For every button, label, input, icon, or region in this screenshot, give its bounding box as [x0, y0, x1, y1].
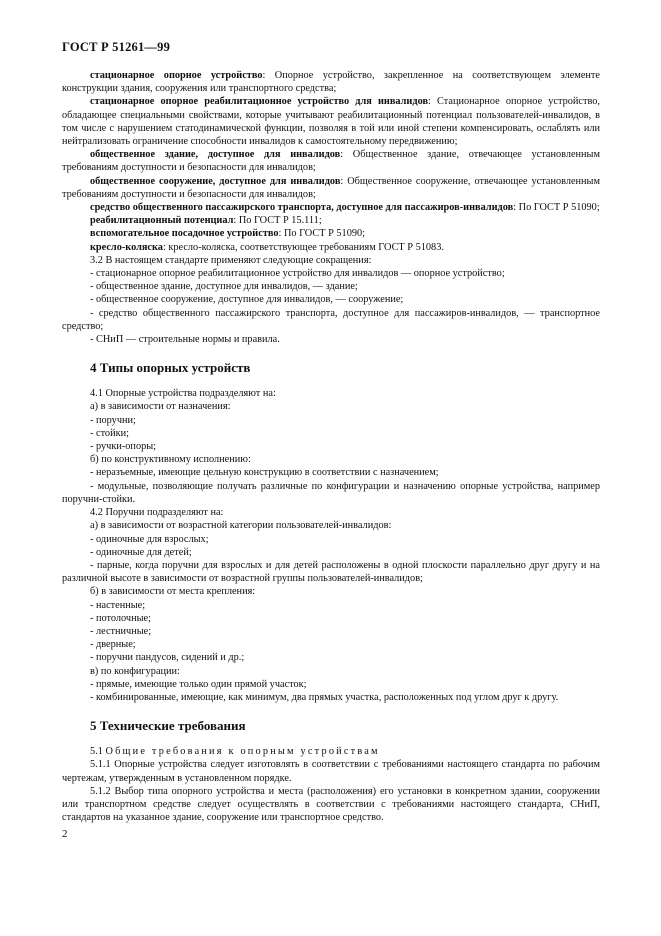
paragraph: 4.1 Опорные устройства подразделяют на: [90, 388, 276, 400]
list-item: а) в зависимости от назначения: [90, 401, 231, 413]
paragraph: 3.2 В настоящем стандарте применяют следующие сокращения: [90, 254, 372, 266]
list-item: - дверные; [90, 639, 136, 651]
list-item: - ручки-опоры; [90, 441, 157, 453]
list-item: - поручни пандусов, сидений и др.; [90, 652, 245, 664]
term: общественное сооружение, доступное для инвалидов [90, 175, 341, 187]
term-definition: : По ГОСТ Р 51090; [513, 202, 600, 214]
definition-rehab-potential [62, 214, 600, 227]
term-definition: : кресло-коляска, соответствующее требованиям ГОСТ Р 51083. [162, 241, 444, 253]
list-item: - одиночные для взрослых; [90, 533, 209, 545]
list-item: - одиночные для детей; [90, 546, 192, 558]
section-4-heading: 4 Типы опорных устройств [90, 360, 251, 376]
list-item: - прямые, имеющие только один прямой участок; [90, 678, 307, 690]
subsection-title: Общие требования к опорным устройствам [105, 746, 380, 758]
section-5-heading: 5 Технические требования [90, 718, 246, 734]
term-definition: : Стационарное опорное устройство, обладающее специальными свойствами, которые учитывают реабилитационный потенциал пользователей-инвалидов, в том числе с нарушением статодинамической функции, позволяя в той или иной степени компенсировать, ослаблять или нейтрализовать ограничение способности инвалидов к самостоятельному передвижению; [62, 96, 600, 148]
list-item: - модульные, позволяющие получать различные по конфигурации и назначению опорные устройства, например поручни-стойки. [62, 480, 600, 505]
term-definition: : По ГОСТ Р 15.111; [233, 215, 322, 227]
list-item: - СНиП — строительные нормы и правила. [90, 334, 280, 346]
list-item: - стационарное опорное реабилитационное устройство для инвалидов — опорное устройство; [90, 268, 505, 280]
list-item: - комбинированные, имеющие, как минимум, два прямых участка, расположенных под углом друг к другу. [90, 691, 559, 703]
list-item: - общественное здание, доступное для инвалидов, — здание; [90, 281, 358, 293]
list-item: а) в зависимости от возрастной категории пользователей-инвалидов: [90, 520, 392, 532]
definition-public-structure [62, 175, 600, 201]
term-definition: : По ГОСТ Р 51090; [278, 228, 366, 240]
term: реабилитационный потенциал [90, 215, 234, 227]
term: средство общественного пассажирского транспорта, доступное для пассажиров-инвалидов [90, 202, 514, 214]
list-item: - настенные; [90, 599, 146, 611]
list-item: - потолочные; [90, 612, 151, 624]
list-item: - лестничные; [90, 625, 152, 637]
list-item: в) по конфигурации: [90, 665, 180, 677]
term: вспомогательное посадочное устройство [90, 228, 279, 240]
definition-boarding-device [62, 227, 600, 240]
list-item: - стойки; [90, 427, 129, 439]
list-item: - общественное сооружение, доступное для инвалидов, — сооружение; [90, 294, 404, 306]
term-definition: : Опорное устройство, закрепленное на соответствующем элементе конструкции здания, сооружения или транспортного средства; [62, 70, 600, 95]
term: общественное здание, доступное для инвалидов [90, 149, 341, 161]
definition-wheelchair [62, 241, 600, 254]
definition-public-building [62, 148, 600, 174]
definition-rehab-support [62, 95, 600, 148]
document-header: ГОСТ Р 51261—99 [62, 40, 171, 54]
term: кресло-коляска [90, 241, 163, 253]
list-item: б) по конструктивному исполнению: [90, 454, 251, 466]
list-item: - неразъемные, имеющие цельную конструкцию в соответствии с назначением; [90, 467, 439, 479]
paragraph: 5.1.1 Опорные устройства следует изготовлять в соответствии с требованиями настоящего стандарта по рабочим чертежам, утвержденным в установленном порядке. [62, 759, 600, 784]
term-definition: : Общественное здание, отвечающее установленным требованиям доступности и безопасности для инвалидов; [62, 149, 600, 174]
paragraph: 4.2 Поручни подразделяют на: [90, 507, 224, 519]
list-item: - поручни; [90, 414, 136, 426]
term: стационарное опорное реабилитационное устройство для инвалидов [90, 96, 429, 108]
paragraph: 5.1.2 Выбор типа опорного устройства и места (расположения) его установки в конкретном здании, сооружении или транспортном средстве следует осуществлять в соответствии с требованиями настоящего стандарта, СНиП, стандартов на указанное здание, сооружение или транспортное средство. [62, 785, 600, 824]
page-number: 2 [62, 828, 68, 840]
term: стационарное опорное устройство [90, 70, 263, 81]
definition-public-transport [62, 201, 600, 214]
definition-stationary-support [62, 69, 600, 95]
subsection-number: 5.1 [90, 746, 106, 758]
list-item: - средство общественного пассажирского транспорта, доступное для пассажиров-инвалидов, — транспортное средство; [62, 307, 600, 332]
subsection-5-1-title [62, 745, 600, 758]
term-definition: : Общественное сооружение, отвечающее установленным требованиям доступности и безопасности для инвалидов; [62, 175, 600, 200]
document-page [62, 40, 600, 824]
list-item: - парные, когда поручни для взрослых и для детей расположены в одной плоскости параллельно друг другу и на различной высоте в зависимости от возрастной группы пользователей-инвалидов; [62, 559, 600, 585]
list-item: б) в зависимости от места крепления: [90, 586, 256, 598]
